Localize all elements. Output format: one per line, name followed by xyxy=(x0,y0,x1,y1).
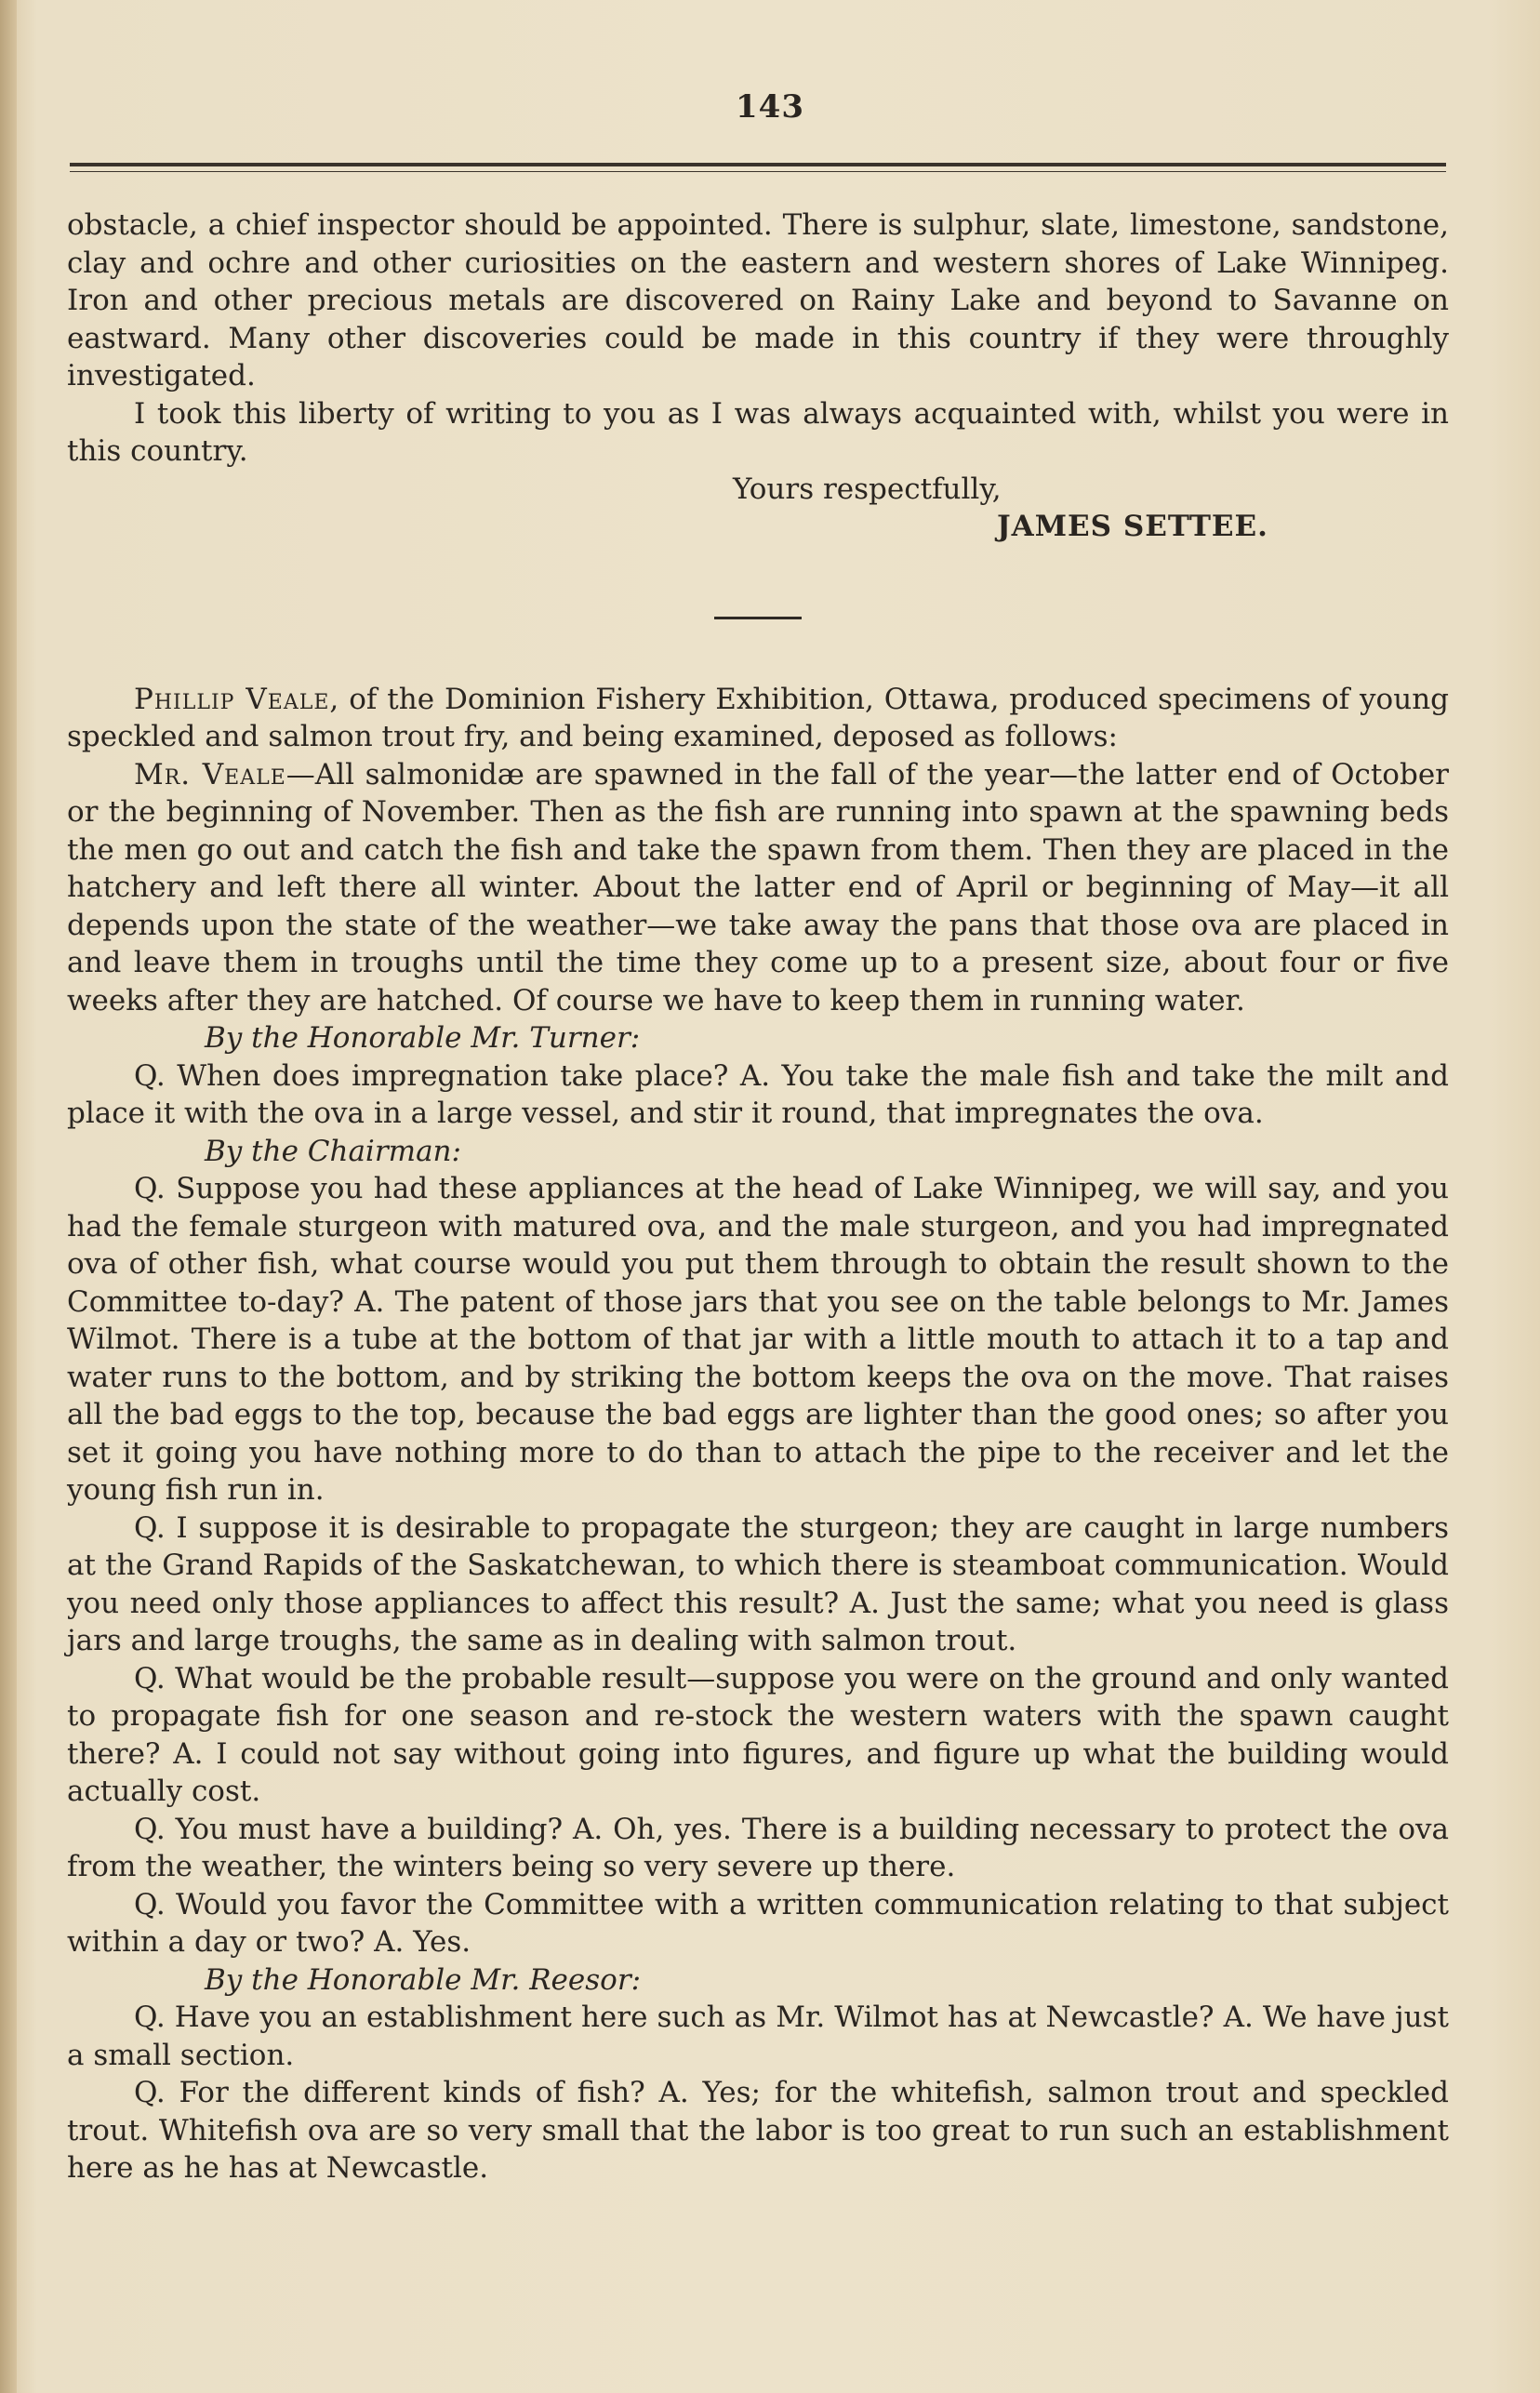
byline-reesor: By the Honorable Mr. Reesor: xyxy=(205,1962,642,1997)
qa-paragraph: Q. Would you favor the Committee with a written communication relating to that subject within a day or two? A. Yes. xyxy=(67,1887,1449,1959)
qa-paragraph: Q. I suppose it is desirable to propagate the sturgeon; they are caught in large numbers at the Grand Rapids of the Saskatchewan, to which there is steamboat communication. Would you need only those appliances to affect this result? A. Just the same; what you need is glass jars and large troughs, the same as in dealing with salmon trout. xyxy=(67,1510,1449,1657)
signature-block xyxy=(67,471,1449,546)
statement-text: —All salmonidæ are spawned in the fall of the year—the latter end of October or the beginning of November. Then as the fish are running into spawn at the spawning beds the men go out and catch the fish and take the spawn from them. Then they are placed in the hatchery and left there all winter. About the latter end of April or beginning of May—it all depends upon the state of the weather—we take away the pans that those ova are placed in and leave them in troughs until the time they come up to a present size, about four or five weeks after they are hatched. Of course we have to keep them in running water. xyxy=(67,757,1449,1017)
byline-turner: By the Honorable Mr. Turner: xyxy=(205,1021,641,1055)
letter-signer: JAMES SETTEE. xyxy=(997,510,1268,543)
letter-closing: Yours respectfully, xyxy=(733,472,1002,506)
qa-paragraph: Q. What would be the probable result—suppose you were on the ground and only wanted to propagate fish for one season and re-stock the western waters with the spawn caught there? A. I could not say without going into figures, and figure up what the building would actually cost. xyxy=(67,1661,1449,1808)
paragraph-intro xyxy=(67,681,1449,756)
qa-paragraph: Q. Suppose you had these appliances at the head of Lake Winnipeg, we will say, and you had the female sturgeon with matured ova, and the male sturgeon, and you had impregnated ova of other fish, what course would you put them through to obtain the result shown to the Committee to-day? A. The patent of those jars that you see on the table belongs to Mr. James Wilmot. There is a tube at the bottom of that jar with a little mouth to attach it to a tap and water runs to the bottom, and by striking the bottom keeps the ova on the move. That raises all the bad eggs to the top, because the bad eggs are lighter than the good ones; so after you set it going you have nothing more to do than to attach the pipe to the receiver and let the young fish run in. xyxy=(67,1172,1449,1507)
qa-paragraph: Q. When does impregnation take place? A. You take the male fish and take the milt and place it with the ova in a large vessel, and stir it round, that impregnates the ova. xyxy=(67,1058,1449,1130)
header-rule-thick xyxy=(70,163,1446,166)
section-divider xyxy=(714,617,802,619)
page-binding-edge xyxy=(0,0,17,2393)
byline-chairman: By the Chairman: xyxy=(205,1134,461,1168)
page-number: 143 xyxy=(736,88,804,126)
paragraph-statement xyxy=(67,756,1449,1020)
qa-paragraph: Q. You must have a building? A. Oh, yes. There is a building necessary to protect the ova from the weather, the winters being so very severe up there. xyxy=(67,1812,1449,1883)
qa-paragraph: Q. For the different kinds of fish? A. Yes; for the whitefish, salmon trout and speckled trout. Whitefish ova are so very small that the labor is too great to run such an establishment here as he has at Newcastle. xyxy=(67,2076,1449,2185)
body-text xyxy=(67,206,1449,2187)
qa-paragraph: Q. Have you an establishment here such as Mr. Wilmot has at Newcastle? A. We have just a small section. xyxy=(67,2001,1449,2072)
header-rule-thin xyxy=(70,171,1446,172)
intro-text: , of the Dominion Fishery Exhibition, Ottawa, produced specimens of young speckled and salmon trout fry, and being examined, deposed as follows: xyxy=(67,682,1449,753)
paragraph-liberty: I took this liberty of writing to you as I was always acquainted with, whilst you were in this country. xyxy=(67,396,1449,468)
statement-speaker: Mr. Veale xyxy=(134,757,286,791)
paragraph-continuation: obstacle, a chief inspector should be appointed. There is sulphur, slate, limestone, sandstone, clay and ochre and other curiosities on the eastern and western shores of Lake Winnipeg. Iron and other precious metals are discovered on Rainy Lake and beyond to Savanne on eastward. Many other discoveries could be made in this country if they were throughly investigated. xyxy=(67,208,1449,392)
witness-name: Phillip Veale xyxy=(134,682,330,716)
